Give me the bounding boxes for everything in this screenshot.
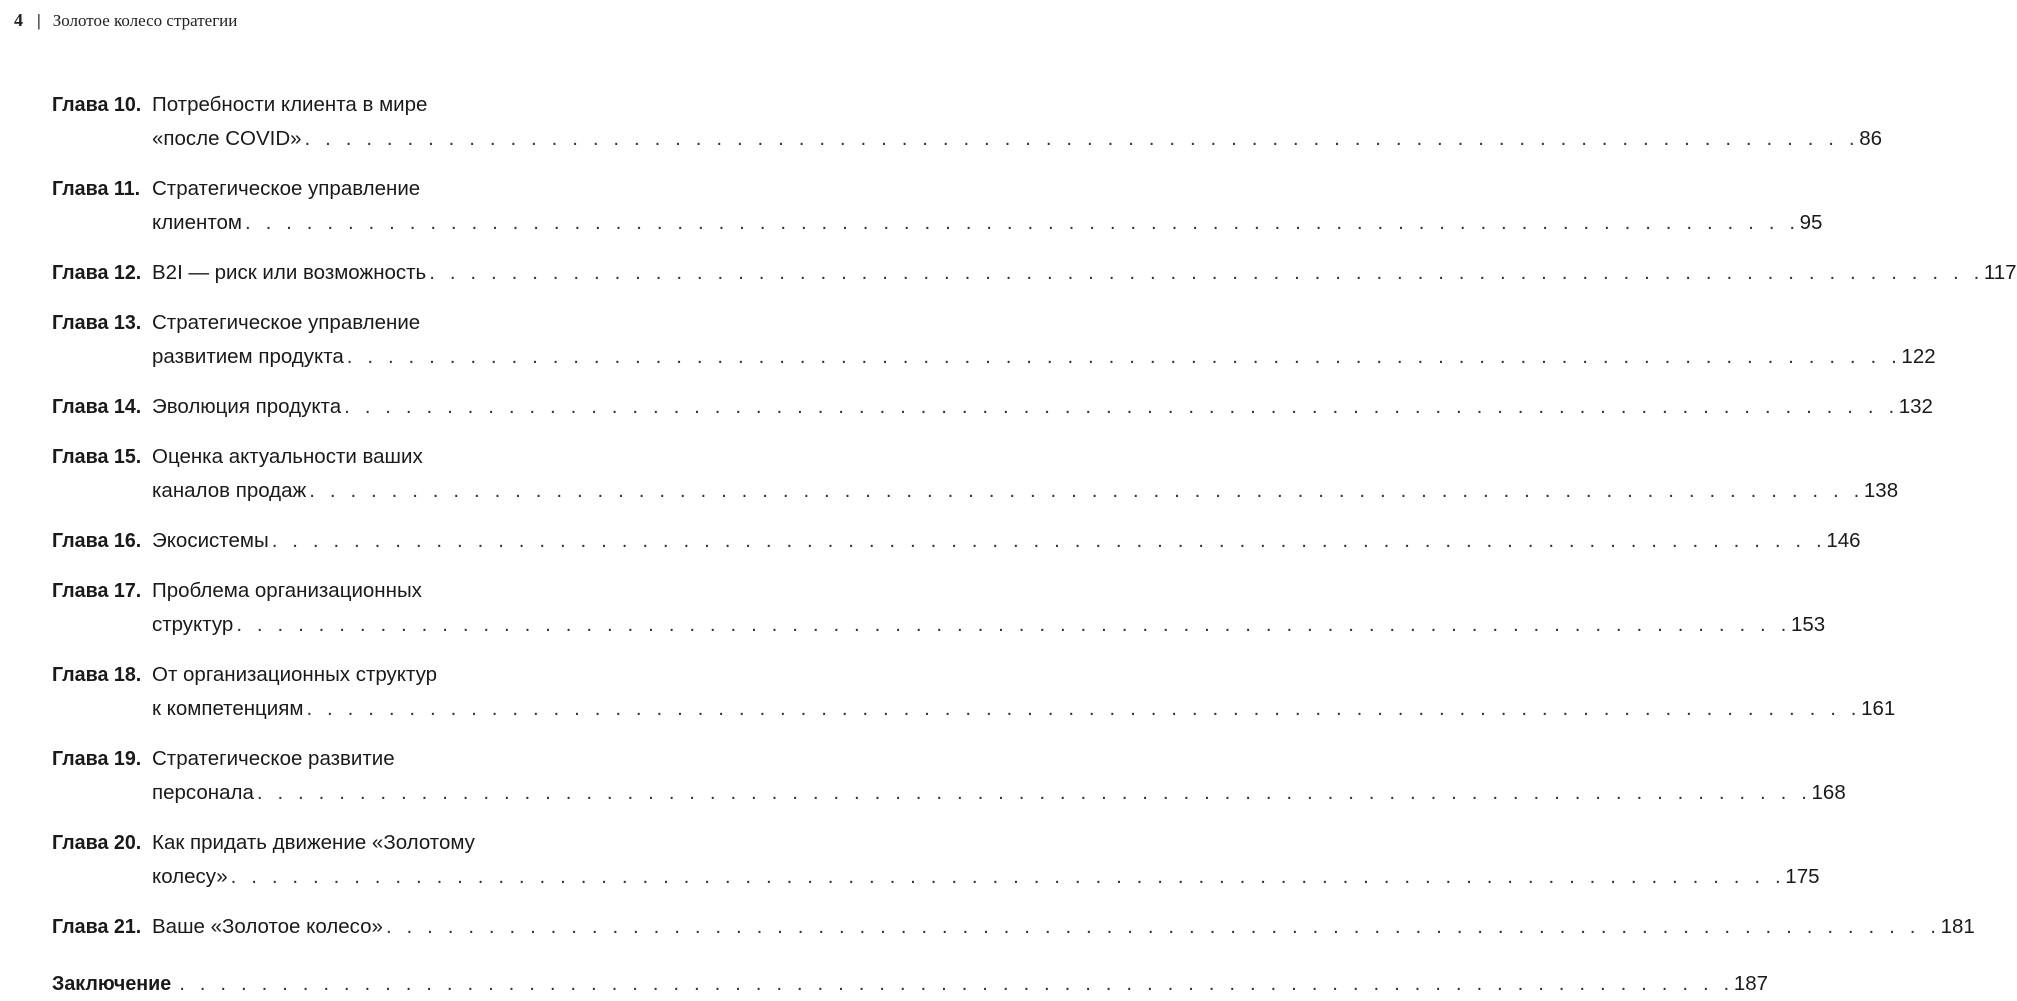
dot-leader: . . . . . . . . . . . . . . . . . . . . . . . . . . . . . . . . . . . . . . . . . . . . . . . . . . . . . . . . . . . . . . . . . . . . . . . . . . . . bbox=[429, 261, 1984, 284]
entry-spacer bbox=[52, 810, 584, 826]
dot-leader: . . . . . . . . . . . . . . . . . . . . . . . . . . . . . . . . . . . . . . . . . . . . . . . . . . . . . . . . . . . . . . . . . . . . . . . . . . . . bbox=[344, 395, 1899, 418]
table-of-contents bbox=[52, 88, 2017, 1001]
chapter-label: Глава 12. bbox=[52, 261, 142, 284]
page-number-ref: 161 bbox=[1861, 697, 1896, 720]
toc-entry[interactable] bbox=[52, 826, 1820, 894]
page-number-ref: 117 bbox=[1983, 261, 2017, 284]
toc-entry-line bbox=[52, 574, 584, 608]
dot-leader: . . . . . . . . . . . . . . . . . . . . . . . . . . . . . . . . . . . . . . . . . . . . . . . . . . . . . . . . . . . . . . . . . . . . . . . . . . . . bbox=[179, 972, 1734, 995]
chapter-title-continued: «после COVID» bbox=[152, 127, 302, 150]
toc-entry-line bbox=[52, 440, 584, 474]
toc-entry[interactable] bbox=[52, 88, 1882, 156]
page-number-ref: 86 bbox=[1859, 127, 1882, 150]
chapter-title: Стратегическое развитие bbox=[152, 747, 395, 770]
page-number-ref: 138 bbox=[1863, 479, 1899, 502]
chapter-label: Глава 13. bbox=[52, 311, 142, 334]
entry-spacer bbox=[52, 374, 584, 390]
entry-spacer bbox=[52, 726, 584, 742]
chapter-title: Эволюция продукта bbox=[152, 395, 342, 418]
dot-leader: . . . . . . . . . . . . . . . . . . . . . . . . . . . . . . . . . . . . . . . . . . . . . . . . . . . . . . . . . . . . . . . . . . . . . . . . . . . . bbox=[256, 781, 1812, 804]
toc-entry-line bbox=[52, 692, 1896, 726]
chapter-label: Глава 14. bbox=[52, 395, 142, 418]
toc-entry-line bbox=[52, 524, 1861, 558]
toc-entry-line bbox=[52, 306, 584, 340]
toc-entry-line bbox=[52, 340, 1936, 374]
toc-entry-line bbox=[52, 860, 1820, 894]
page-number-ref: 175 bbox=[1785, 865, 1820, 888]
toc-entry-line bbox=[52, 826, 584, 860]
toc-entry[interactable] bbox=[52, 658, 1896, 726]
entry-spacer bbox=[52, 156, 584, 172]
entry-spacer bbox=[52, 424, 584, 440]
toc-entry[interactable] bbox=[52, 390, 1933, 424]
entry-spacer bbox=[52, 642, 584, 658]
toc-entry-line bbox=[52, 256, 2017, 290]
toc-entry-line bbox=[52, 608, 1826, 642]
dot-leader: . . . . . . . . . . . . . . . . . . . . . . . . . . . . . . . . . . . . . . . . . . . . . . . . . . . . . . . . . . . . . . . . . . . . . . . . . . . . bbox=[306, 697, 1862, 720]
chapter-title-continued: структур bbox=[152, 613, 234, 636]
chapter-title: Стратегическое управление bbox=[152, 311, 421, 334]
chapter-title: Стратегическое управление bbox=[152, 177, 421, 200]
chapter-title: Оценка актуальности ваших bbox=[152, 445, 423, 468]
toc-entry-line bbox=[52, 122, 1882, 156]
chapter-title: Ваше «Золотое колесо» bbox=[152, 915, 383, 938]
chapter-title-continued: персонала bbox=[152, 781, 254, 804]
chapter-title: B2I — риск или возможность bbox=[152, 261, 427, 284]
toc-entry-line bbox=[52, 658, 584, 692]
dot-leader: . . . . . . . . . . . . . . . . . . . . . . . . . . . . . . . . . . . . . . . . . . . . . . . . . . . . . . . . . . . . . . . . . . . . . . . . . . . . bbox=[309, 479, 1864, 502]
toc-entry-line bbox=[52, 390, 1933, 424]
toc-entry[interactable] bbox=[52, 306, 1936, 374]
toc-entry-line bbox=[52, 88, 584, 122]
chapter-label: Глава 20. bbox=[52, 831, 142, 854]
toc-entry[interactable] bbox=[52, 440, 1899, 508]
dot-leader: . . . . . . . . . . . . . . . . . . . . . . . . . . . . . . . . . . . . . . . . . . . . . . . . . . . . . . . . . . . . . . . . . . . . . . . . . . . . bbox=[346, 345, 1902, 368]
page-number-ref: 132 bbox=[1898, 395, 1933, 418]
dot-leader: . . . . . . . . . . . . . . . . . . . . . . . . . . . . . . . . . . . . . . . . . . . . . . . . . . . . . . . . . . . . . . . . . . . . . . . . . . . . bbox=[245, 211, 1800, 234]
chapter-title: Потребности клиента в мире bbox=[152, 93, 428, 116]
page-number-ref: 181 bbox=[1940, 915, 1975, 938]
chapter-label: Глава 19. bbox=[52, 747, 142, 770]
toc-entry-line bbox=[52, 474, 1899, 508]
page-number-ref: 146 bbox=[1826, 529, 1861, 552]
toc-entry-line bbox=[52, 742, 584, 776]
toc-entry[interactable] bbox=[52, 910, 1975, 944]
page-number-ref: 153 bbox=[1790, 613, 1826, 636]
dot-leader: . . . . . . . . . . . . . . . . . . . . . . . . . . . . . . . . . . . . . . . . . . . . . . . . . . . . . . . . . . . . . . . . . . . . . . . . . . . . bbox=[304, 127, 1860, 150]
chapter-label: Глава 10. bbox=[52, 93, 142, 116]
page-number-ref: 122 bbox=[1901, 345, 1936, 368]
toc-entry[interactable] bbox=[52, 574, 1826, 642]
chapter-title-continued: к компетенциям bbox=[152, 697, 304, 720]
chapter-label: Заключение bbox=[52, 972, 172, 995]
chapter-label: Глава 15. bbox=[52, 445, 142, 468]
chapter-title: Проблема организационных bbox=[152, 579, 422, 602]
entry-spacer bbox=[52, 558, 584, 574]
toc-entry[interactable] bbox=[52, 172, 1823, 240]
toc-entry-line bbox=[52, 206, 1823, 240]
toc-entry-line bbox=[52, 967, 1769, 1001]
chapter-title-continued: развитием продукта bbox=[152, 345, 344, 368]
toc-entry[interactable] bbox=[52, 524, 1861, 558]
dot-leader: . . . . . . . . . . . . . . . . . . . . . . . . . . . . . . . . . . . . . . . . . . . . . . . . . . . . . . . . . . . . . . . . . . . . . . . . . . . . bbox=[236, 613, 1791, 636]
chapter-label: Глава 11. bbox=[52, 177, 141, 200]
toc-entry[interactable] bbox=[52, 256, 2017, 290]
chapter-title-continued: каналов продаж bbox=[152, 479, 307, 502]
chapter-title-continued: клиентом bbox=[152, 211, 242, 234]
toc-entry[interactable] bbox=[52, 967, 1769, 1001]
toc-entry[interactable] bbox=[52, 742, 1846, 810]
entry-spacer bbox=[52, 290, 584, 306]
chapter-label: Глава 17. bbox=[52, 579, 142, 602]
chapter-label: Глава 16. bbox=[52, 529, 142, 552]
entry-spacer bbox=[52, 894, 584, 910]
chapter-label: Глава 18. bbox=[52, 663, 142, 686]
dot-leader: . . . . . . . . . . . . . . . . . . . . . . . . . . . . . . . . . . . . . . . . . . . . . . . . . . . . . . . . . . . . . . . . . . . . . . . . . . . . bbox=[385, 915, 1941, 938]
book-title: Золотое колесо стратегии bbox=[52, 10, 238, 30]
chapter-label: Глава 21. bbox=[52, 915, 142, 938]
dot-leader: . . . . . . . . . . . . . . . . . . . . . . . . . . . . . . . . . . . . . . . . . . . . . . . . . . . . . . . . . . . . . . . . . . . . . . . . . . . . bbox=[230, 865, 1786, 888]
page-number-ref: 95 bbox=[1799, 211, 1823, 234]
chapter-title: Как придать движение «Золотому bbox=[152, 831, 475, 854]
entry-spacer bbox=[52, 240, 584, 256]
entry-spacer bbox=[52, 944, 584, 967]
page-number-ref: 187 bbox=[1733, 972, 1769, 995]
dot-leader: . . . . . . . . . . . . . . . . . . . . . . . . . . . . . . . . . . . . . . . . . . . . . . . . . . . . . . . . . . . . . . . . . . . . . . . . . . . . bbox=[271, 529, 1827, 552]
toc-entry-line bbox=[52, 776, 1846, 810]
toc-entry-line bbox=[52, 172, 584, 206]
page-number-ref: 168 bbox=[1811, 781, 1846, 804]
running-head bbox=[14, 10, 237, 31]
chapter-title-continued: колесу» bbox=[152, 865, 228, 888]
page-number: 4 bbox=[14, 10, 23, 30]
toc-entry-line bbox=[52, 910, 1975, 944]
chapter-title: От организационных структур bbox=[152, 663, 438, 686]
header-separator: | bbox=[37, 10, 41, 30]
chapter-title: Экосистемы bbox=[152, 529, 269, 552]
entry-spacer bbox=[52, 508, 584, 524]
